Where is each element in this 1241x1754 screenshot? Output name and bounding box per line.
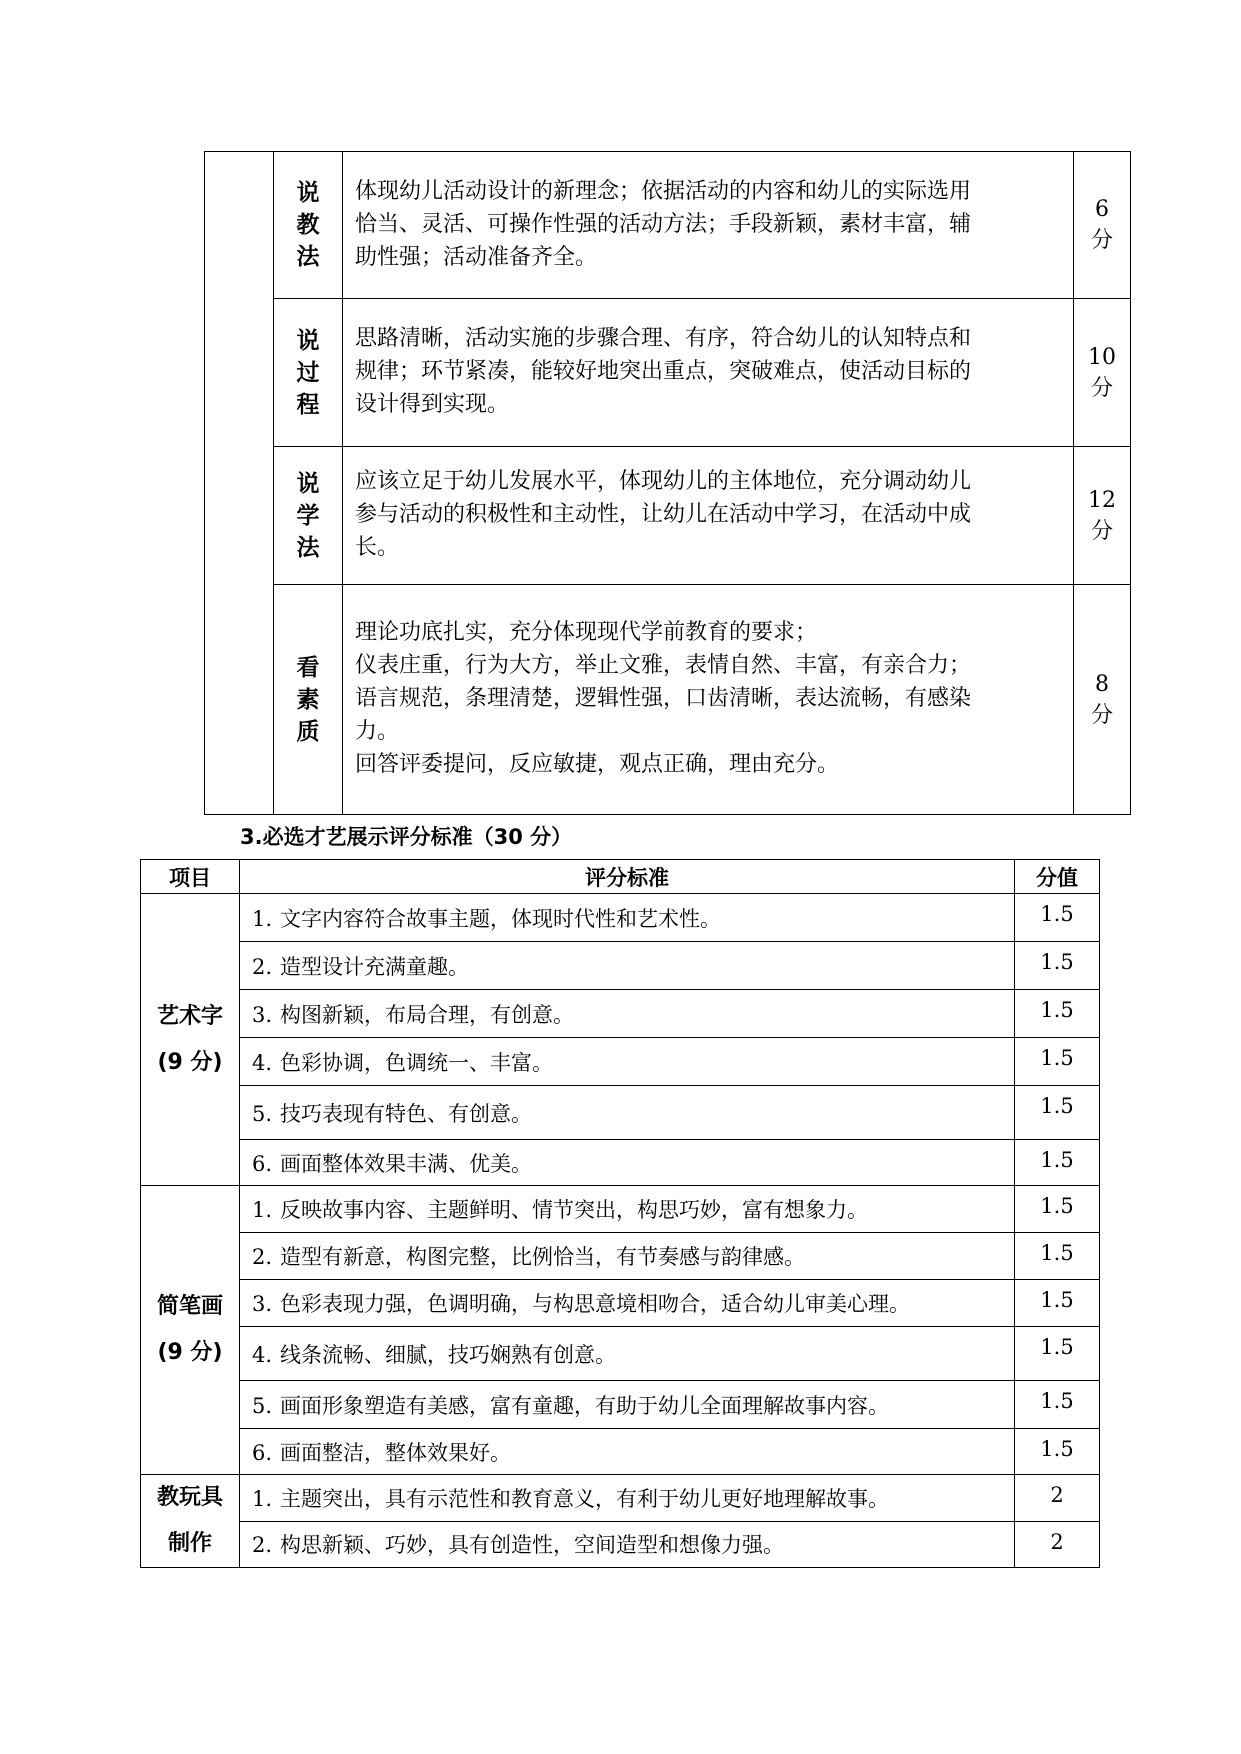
score-value: 1.5 xyxy=(1015,1327,1100,1381)
criterion: 6. 画面整体效果丰满、优美。 xyxy=(240,1140,1015,1186)
header-project: 项目 xyxy=(141,860,240,894)
criterion: 2. 构思新颖、巧妙，具有创造性，空间造型和想像力强。 xyxy=(240,1521,1015,1568)
criteria-text: 体现幼儿活动设计的新理念；依据活动的内容和幼儿的实际选用 恰当、灵活、可操作性强的活动方法；手段新颖，素材丰富，辅 助性强；活动准备齐全。 xyxy=(343,152,1074,299)
criterion: 3. 构图新颖，布局合理，有创意。 xyxy=(240,990,1015,1038)
criterion: 2. 造型设计充满童趣。 xyxy=(240,942,1015,990)
score-value: 1.5 xyxy=(1015,1140,1100,1186)
group-title: 简笔画 (9 分) xyxy=(141,1186,240,1475)
criterion: 5. 技巧表现有特色、有创意。 xyxy=(240,1086,1015,1140)
header-criteria: 评分标准 xyxy=(240,860,1015,894)
section-title: 3.必选才艺展示评分标准（30 分） xyxy=(240,825,573,849)
criteria-text: 应该立足于幼儿发展水平，体现幼儿的主体地位，充分调动幼儿 参与活动的积极性和主动性，让幼儿在活动中学习，在活动中成 长。 xyxy=(343,447,1074,585)
criterion: 4. 色彩协调，色调统一、丰富。 xyxy=(240,1038,1015,1086)
category-cell: 说 学 法 xyxy=(274,447,343,585)
merged-blank-cell xyxy=(205,152,274,815)
score-cell: 10 分 xyxy=(1074,299,1131,447)
score-value: 1.5 xyxy=(1015,942,1100,990)
category-cell: 说 过 程 xyxy=(274,299,343,447)
group-title: 教玩具 制作 xyxy=(141,1475,240,1568)
speech-evaluation-table xyxy=(204,151,1131,815)
criterion: 1. 主题突出，具有示范性和教育意义，有利于幼儿更好地理解故事。 xyxy=(240,1475,1015,1522)
category-cell: 看 素 质 xyxy=(274,585,343,815)
criteria-text: 思路清晰，活动实施的步骤合理、有序，符合幼儿的认知特点和 规律；环节紧凑，能较好地突出重点，突破难点，使活动目标的 设计得到实现。 xyxy=(343,299,1074,447)
score-value: 2 xyxy=(1015,1521,1100,1568)
score-value: 1.5 xyxy=(1015,1233,1100,1280)
score-value: 1.5 xyxy=(1015,1280,1100,1327)
score-value: 1.5 xyxy=(1015,1038,1100,1086)
score-value: 1.5 xyxy=(1015,990,1100,1038)
score-value: 1.5 xyxy=(1015,1086,1100,1140)
criteria-text: 理论功底扎实，充分体现现代学前教育的要求； 仪表庄重，行为大方，举止文雅，表情自然、丰富，有亲合力； 语言规范，条理清楚，逻辑性强，口齿清晰，表达流畅，有感染 力。 回答评委提问，反应敏捷，观点正确，理由充分。 xyxy=(343,585,1074,815)
score-value: 2 xyxy=(1015,1475,1100,1522)
criterion: 6. 画面整洁，整体效果好。 xyxy=(240,1429,1015,1475)
talent-scoring-table xyxy=(140,859,1100,1568)
score-cell: 6 分 xyxy=(1074,152,1131,299)
criterion: 5. 画面形象塑造有美感，富有童趣，有助于幼儿全面理解故事内容。 xyxy=(240,1381,1015,1429)
score-value: 1.5 xyxy=(1015,1429,1100,1475)
score-cell: 8 分 xyxy=(1074,585,1131,815)
criterion: 1. 反映故事内容、主题鲜明、情节突出，构思巧妙，富有想象力。 xyxy=(240,1186,1015,1233)
criterion: 2. 造型有新意，构图完整，比例恰当，有节奏感与韵律感。 xyxy=(240,1233,1015,1280)
score-value: 1.5 xyxy=(1015,894,1100,942)
score-value: 1.5 xyxy=(1015,1186,1100,1233)
category-cell: 说 教 法 xyxy=(274,152,343,299)
score-value: 1.5 xyxy=(1015,1381,1100,1429)
criterion: 1. 文字内容符合故事主题，体现时代性和艺术性。 xyxy=(240,894,1015,942)
score-cell: 12 分 xyxy=(1074,447,1131,585)
group-title: 艺术字 (9 分) xyxy=(141,894,240,1186)
header-value: 分值 xyxy=(1015,860,1100,894)
criterion: 3. 色彩表现力强，色调明确，与构思意境相吻合，适合幼儿审美心理。 xyxy=(240,1280,1015,1327)
criterion: 4. 线条流畅、细腻，技巧娴熟有创意。 xyxy=(240,1327,1015,1381)
